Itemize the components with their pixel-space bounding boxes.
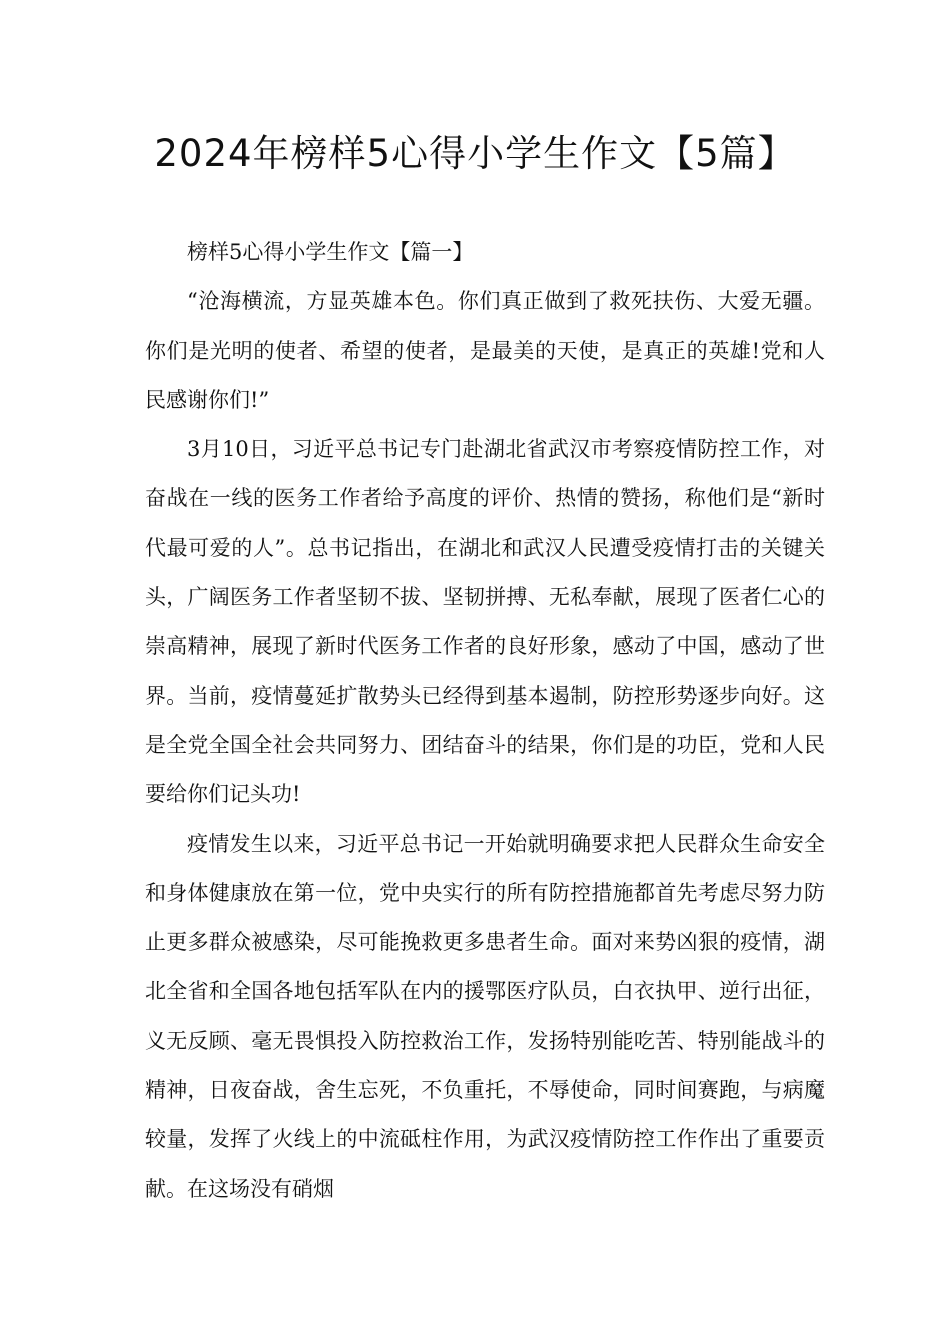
document-title: 2024年榜样5心得小学生作文【5篇】 xyxy=(154,132,796,175)
paragraph: “沧海横流，方显英雄本色。你们真正做到了救死扶伤、大爱无疆。你们是光明的使者、希望的使者，是最美的天使，是真正的英雄!党和人民感谢你们!” xyxy=(145,289,825,412)
document-body xyxy=(145,228,825,1214)
paragraph: 3月10日，习近平总书记专门赴湖北省武汉市考察疫情防控工作，对奋战在一线的医务工作者给予高度的评价、热情的赞扬，称他们是“新时代最可爱的人”。总书记指出，在湖北和武汉人民遭受疫情打击的关键关头，广阔医务工作者坚韧不拔、坚韧拼搏、无私奉献，展现了医者仁心的崇高精神，展现了新时代医务工作者的良好形象，感动了中国，感动了世界。当前，疫情蔓延扩散势头已经得到基本遏制，防控形势逐步向好。这是全党全国全社会共同努力、团结奋斗的结果，你们是的功臣，党和人民要给你们记头功! xyxy=(145,437,825,807)
section-heading: 榜样5心得小学生作文【篇一】 xyxy=(187,240,474,264)
paragraph: 疫情发生以来，习近平总书记一开始就明确要求把人民群众生命安全和身体健康放在第一位，党中央实行的所有防控措施都首先考虑尽努力防止更多群众被感染，尽可能挽救更多患者生命。面对来势凶狠的疫情，湖北全省和全国各地包括军队在内的援鄂医疗队员，白衣执甲、逆行出征，义无反顾、毫无畏惧投入防控救治工作，发扬特别能吃苦、特别能战斗的精神，日夜奋战，舍生忘死，不负重托，不辱使命，同时间赛跑，与病魔较量，发挥了火线上的中流砥柱作用，为武汉疫情防控工作作出了重要贡献。在这场没有硝烟 xyxy=(145,831,825,1201)
